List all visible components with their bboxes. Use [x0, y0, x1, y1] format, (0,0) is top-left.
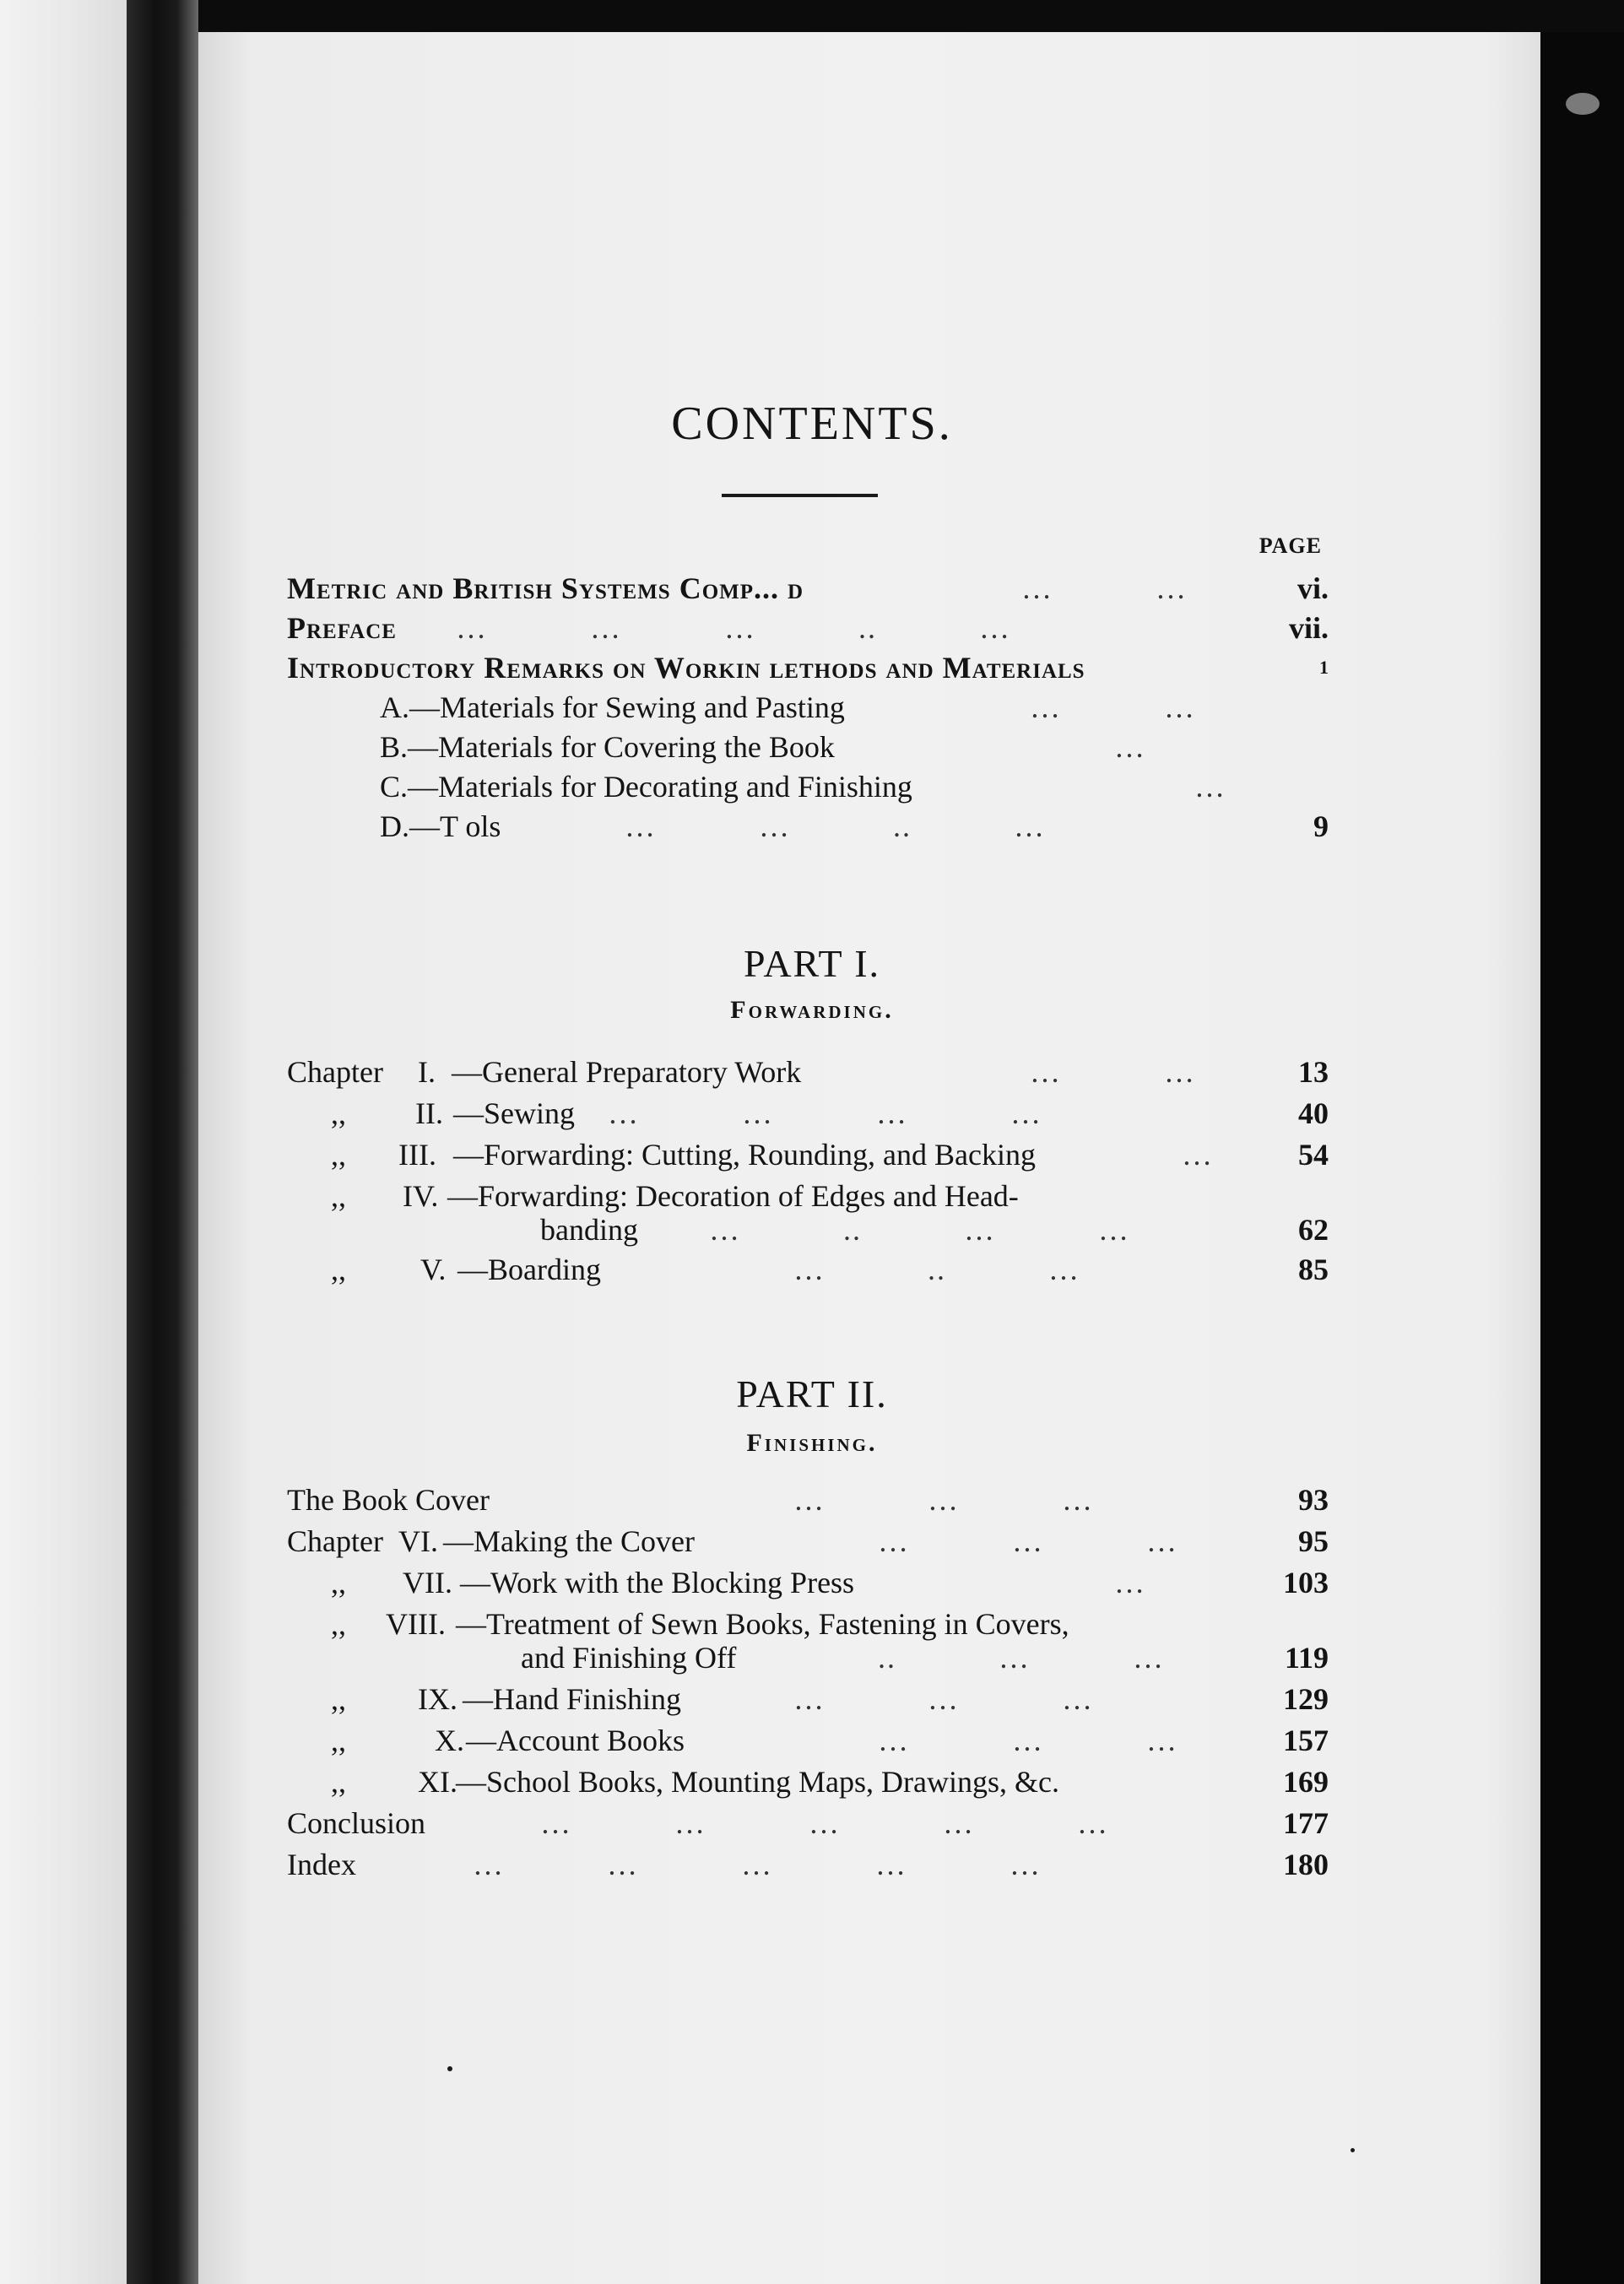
ditto-mark: ,,: [331, 1682, 346, 1716]
chapter-prefix: Chapter: [287, 1055, 383, 1089]
leader-dots: … … …: [793, 1483, 1094, 1517]
toc-entry-title: D.—T ols: [380, 809, 501, 843]
chapter-title: —School Books, Mounting Maps, Drawings, &c.: [456, 1765, 1059, 1799]
toc-entry-title: A.—Materials for Sewing and Pasting: [380, 690, 845, 724]
toc-row: [287, 1520, 1329, 1562]
chapter-number: VI.: [398, 1524, 438, 1558]
chapter-number: V.: [420, 1253, 447, 1286]
chapter-number: I.: [418, 1055, 436, 1089]
chapter-number: II.: [415, 1096, 443, 1130]
chapter-title: —Sewing: [453, 1096, 575, 1130]
toc-page-number: 93: [1298, 1483, 1329, 1517]
chapter-number: IV.: [403, 1179, 439, 1213]
toc-row: [287, 1719, 1329, 1762]
toc-row: [287, 766, 1329, 808]
toc-entry-title: Preface: [287, 611, 397, 645]
toc-page-number: 129: [1283, 1682, 1329, 1716]
ditto-mark: ,,: [331, 1566, 346, 1599]
toc-page-number: 157: [1283, 1724, 1329, 1757]
leader-dots: …: [1114, 1566, 1146, 1599]
toc-page-number: 85: [1298, 1253, 1329, 1286]
leader-dots: …: [1194, 770, 1226, 804]
book-spine-shadow: [127, 0, 198, 2284]
toc-row: [287, 1134, 1329, 1176]
toc-page-number: 9: [1313, 809, 1329, 843]
toc-page-number: 119: [1284, 1641, 1329, 1675]
chapter-title-continuation: banding: [540, 1213, 638, 1247]
toc-page-number: 54: [1298, 1138, 1329, 1172]
toc-row-continuation: [287, 1209, 1329, 1251]
toc-row-continuation: [287, 1637, 1329, 1679]
chapter-number: VII.: [403, 1566, 452, 1599]
part-one-subheading: Forwarding.: [730, 996, 894, 1024]
leader-dots: …: [1114, 730, 1146, 764]
ditto-mark: ,,: [331, 1179, 346, 1213]
chapter-number: X.: [435, 1724, 464, 1757]
leader-dots: … …: [1030, 690, 1196, 724]
page-title: CONTENTS.: [671, 398, 953, 450]
toc-row: [287, 1051, 1329, 1093]
toc-page-number: 169: [1283, 1765, 1329, 1799]
ditto-mark: ,,: [331, 1724, 346, 1757]
part-one-heading: PART I.: [743, 942, 881, 985]
toc-row: [287, 1761, 1329, 1803]
leader-dots: .. … …: [878, 1641, 1165, 1675]
chapter-title: The Book Cover: [287, 1483, 490, 1517]
toc-page-number: 180: [1283, 1848, 1329, 1881]
chapter-title: —Treatment of Sewn Books, Fastening in Covers,: [456, 1607, 1069, 1641]
toc-row: [287, 567, 1329, 609]
toc-page-number: vii.: [1288, 611, 1329, 645]
toc-page-number: 40: [1298, 1096, 1329, 1130]
ditto-mark: ,,: [331, 1607, 346, 1641]
chapter-title: Index: [287, 1848, 356, 1881]
chapter-title-continuation: and Finishing Off: [521, 1641, 737, 1675]
toc-row: [287, 1092, 1329, 1134]
leader-dots: … … … … …: [473, 1848, 1042, 1881]
chapter-title: —Account Books: [466, 1724, 685, 1757]
chapter-title: Conclusion: [287, 1806, 426, 1840]
part-two-subheading: Finishing.: [746, 1429, 878, 1457]
toc-row: [287, 607, 1329, 649]
toc-page-number: 103: [1283, 1566, 1329, 1599]
part-two-heading: PART II.: [736, 1372, 888, 1415]
chapter-title: —Forwarding: Decoration of Edges and Head-: [447, 1179, 1019, 1213]
scan-speck: [447, 2066, 452, 2071]
toc-page-number: 13: [1298, 1055, 1329, 1089]
toc-page-number: 62: [1298, 1213, 1329, 1247]
toc-row: [287, 1248, 1329, 1291]
chapter-prefix: Chapter: [287, 1524, 383, 1558]
toc-page-number: 95: [1298, 1524, 1329, 1558]
leader-dots: … … .. …: [625, 809, 1046, 843]
page-column-label: PAGE: [1259, 533, 1322, 558]
title-rule: [722, 494, 878, 497]
chapter-number: XI.: [418, 1765, 457, 1799]
toc-row: [287, 1843, 1329, 1886]
leader-dots: … …: [1021, 571, 1188, 605]
toc-page-number: 177: [1283, 1806, 1329, 1840]
chapter-number: IX.: [418, 1682, 457, 1716]
toc-row: [287, 1802, 1329, 1844]
chapter-title: —General Preparatory Work: [452, 1055, 802, 1089]
scan-right-edge: [1540, 32, 1624, 2284]
toc-page-number: vi.: [1296, 571, 1329, 605]
chapter-number: III.: [398, 1138, 436, 1172]
leader-dots: … … … …: [608, 1096, 1042, 1130]
ditto-mark: ,,: [331, 1138, 346, 1172]
toc-entry-title: Metric and British Systems Comp... d: [287, 571, 804, 605]
toc-entry-title: Introductory Remarks on Workin lethods and Materials: [287, 651, 1085, 685]
scan-left-margin: [0, 0, 127, 2284]
toc-row: [287, 726, 1329, 768]
leader-dots: … .. … …: [709, 1213, 1130, 1247]
scan-speck: [1566, 93, 1600, 115]
toc-entry-title: C.—Materials for Decorating and Finishing: [380, 770, 912, 804]
toc-row: [287, 805, 1329, 847]
toc-row: [287, 647, 1329, 689]
chapter-title: —Hand Finishing: [463, 1682, 682, 1716]
chapter-title: —Making the Cover: [443, 1524, 695, 1558]
toc-page-number: 1: [1319, 657, 1329, 678]
chapter-title: —Work with the Blocking Press: [460, 1566, 855, 1599]
chapter-title: —Forwarding: Cutting, Rounding, and Backing: [453, 1138, 1036, 1172]
ditto-mark: ,,: [331, 1765, 346, 1799]
leader-dots: … … … … …: [540, 1806, 1109, 1840]
toc-row: [287, 1479, 1329, 1521]
toc-row: [287, 1678, 1329, 1720]
ditto-mark: ,,: [331, 1253, 346, 1286]
ditto-mark: ,,: [331, 1096, 346, 1130]
leader-dots: …: [1182, 1138, 1214, 1172]
chapter-title: —Boarding: [457, 1253, 601, 1286]
chapter-number: VIII.: [386, 1607, 446, 1641]
toc-row: [287, 1561, 1329, 1604]
toc-row: [287, 686, 1329, 728]
leader-dots: … … …: [878, 1724, 1178, 1757]
leader-dots: … … …: [793, 1682, 1094, 1716]
leader-dots: … .. …: [793, 1253, 1080, 1286]
scan-speck: [1351, 2148, 1355, 2152]
toc-entry-title: B.—Materials for Covering the Book: [380, 730, 835, 764]
leader-dots: … … … .. …: [456, 611, 1011, 645]
leader-dots: … … …: [878, 1524, 1178, 1558]
leader-dots: … …: [1030, 1055, 1196, 1089]
